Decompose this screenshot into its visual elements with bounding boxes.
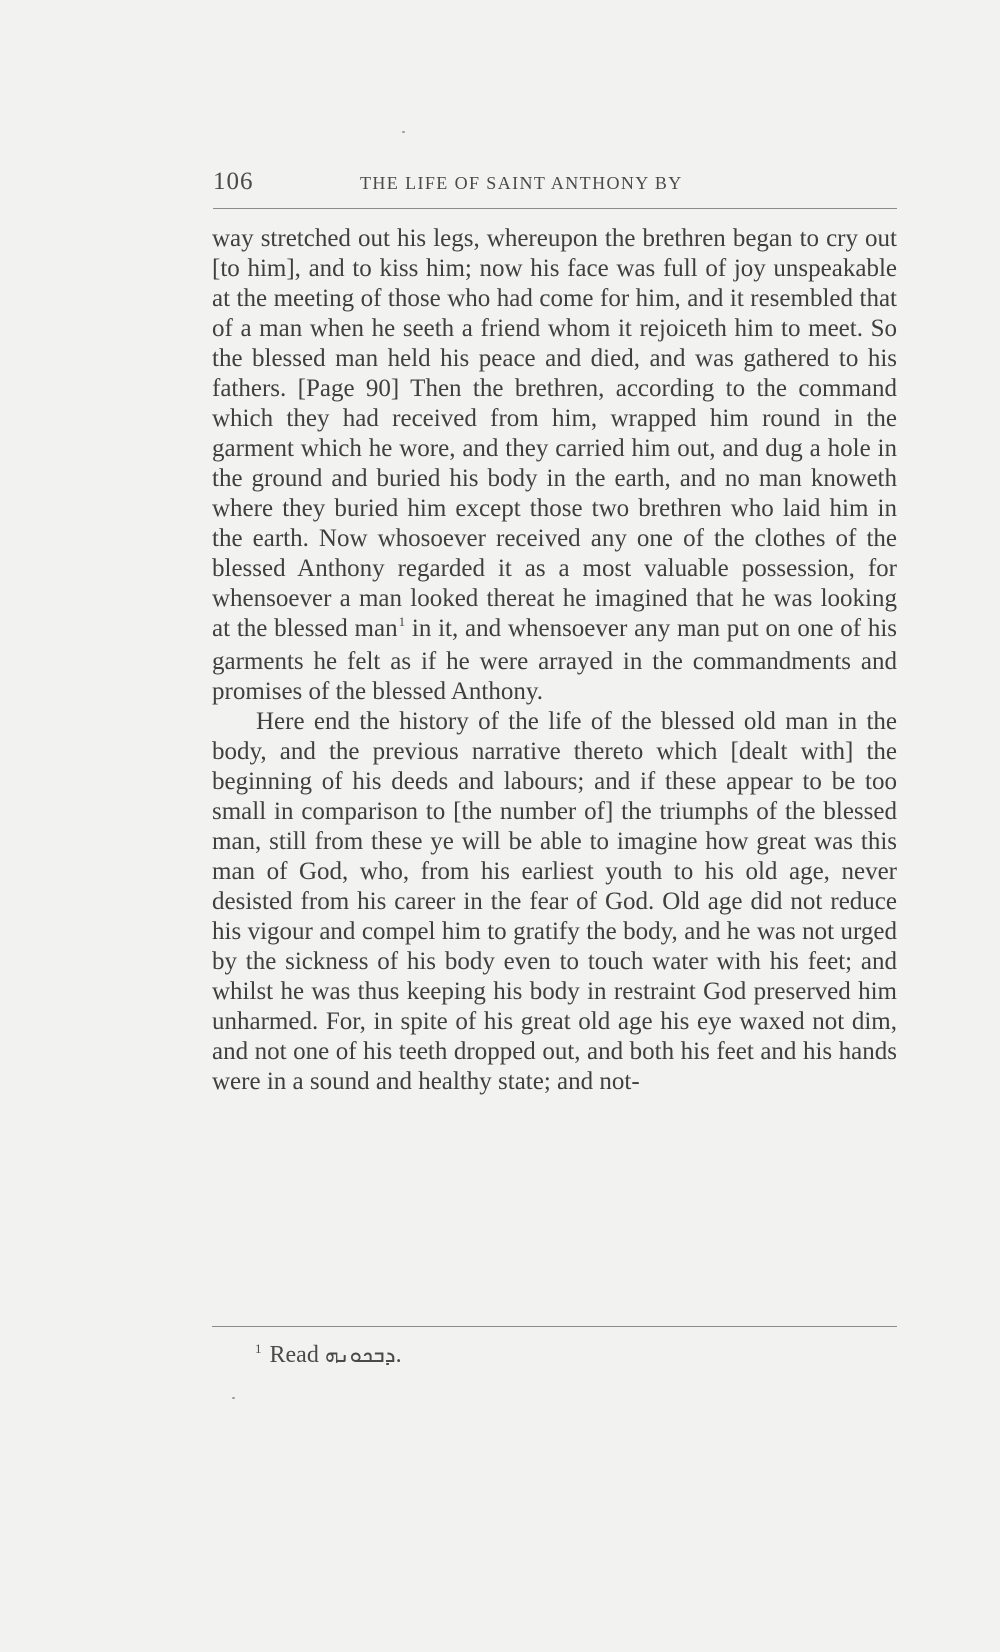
paragraph-2: Here end the history of the life of the blessed old man in the body, and the previous narrative thereto which [dealt with] the beginning of his deeds and labours; and if these appear to be too small in comparison to [the number of] the triumphs of the blessed man, still from these ye will be able to imagine how great was this man of God, who, from his earliest youth to his old age, never desisted from his career in the fear of God. Old age did not reduce his vigour and compel him to gratify the body, and he was not urged by the sickness of his body even to touch water with his feet; and whilst he was thus keeping his body in restraint God preserved him unharmed. For, in spite of his great old age his eye waxed not dim, and not one of his teeth dropped out, and both his feet and his hands were in a sound and healthy state; and not- [212, 708, 897, 1095]
paper-speck [402, 131, 405, 133]
footnote-text: Read [269, 1342, 325, 1368]
paragraph-1-text: way stretched out his legs, whereupon the brethren began to cry out [to him], and to kiss him; now his face was full of joy unspeakable at the meeting of those who had come for him, and it resembled that of a man when he seeth a friend whom it rejoiceth him to meet. So the blessed man held his peace and died, and was gathered to his fathers. [Page 90] Then the brethren, according to the command which they had received from him, wrapped him round in the garment which he wore, and they carried him out, and dug a hole in the ground and buried his body in the earth, and no man knoweth where they buried him except those two brethren who laid him in the earth. Now whosoever received any one of the clothes of the blessed Anthony regarded it as a most valuable possession, for whensoever a man looked thereat he imagined that he was looking at the blessed man [212, 225, 897, 642]
paragraph-1 [212, 224, 897, 707]
body-text [212, 224, 897, 1097]
footnote-marker: 1 [255, 1341, 262, 1356]
footnote-end: . [395, 1342, 402, 1368]
footnote [255, 1340, 402, 1373]
running-title: THE LIFE OF SAINT ANTHONY BY [360, 173, 683, 193]
paragraph-1-continuation: in it, and whensoever any man put on one of his garments he felt as if he were arrayed in the commandments and promises of the blessed Anthony. [212, 615, 897, 705]
footnote-divider [212, 1326, 897, 1327]
page-number: 106 [213, 168, 254, 195]
footnote-syriac-word: ܕܒܟܘܢܗ [324, 1343, 396, 1368]
paper-speck [232, 1397, 235, 1399]
footnote-reference: 1 [398, 614, 406, 629]
running-head [213, 168, 897, 209]
